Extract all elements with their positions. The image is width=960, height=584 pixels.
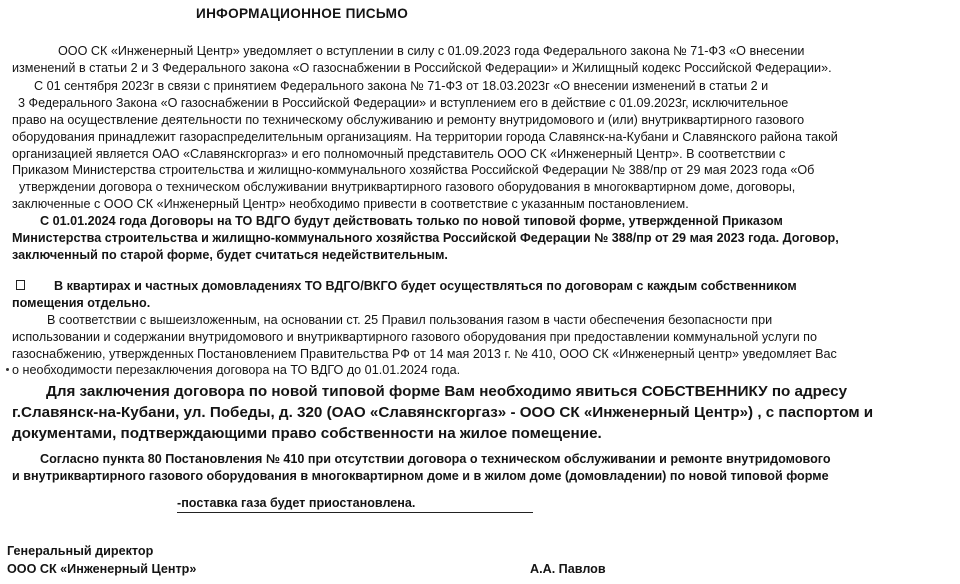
letter-title: ИНФОРМАЦИОННОЕ ПИСЬМО bbox=[196, 6, 409, 21]
text-line: г.Славянск-на-Кубани, ул. Победы, д. 320 (ОАО «Славянскгоргаз» - ООО СК «Инженерный Центр») , с паспортом и bbox=[12, 404, 874, 421]
text-line: С 01 сентября 2023г в связи с принятием Федерального закона № 71-ФЗ от 18.03.2023г «О внесении изменений в статьи 2 и bbox=[34, 79, 769, 93]
signatory-name: А.А. Павлов bbox=[530, 562, 606, 576]
text-line: Для заключения договора по новой типовой форме Вам необходимо явиться СОБСТВЕННИКУ по адресу bbox=[46, 383, 848, 400]
text-line: В соответствии с вышеизложенным, на основании ст. 25 Правил пользования газом в части обеспечения безопасности при bbox=[47, 313, 773, 327]
text-line: Согласно пункта 80 Постановления № 410 при отсутствии договора о техническом обслуживании и ремонте внутридомового bbox=[40, 452, 831, 466]
signatory-company: ООО СК «Инженерный Центр» bbox=[7, 562, 197, 576]
text-line: документами, подтверждающими право собственности на жилое помещение. bbox=[12, 425, 602, 442]
text-line: заключенный по старой форме, будет считаться недействительным. bbox=[12, 248, 448, 262]
signatory-position: Генеральный директор bbox=[7, 544, 154, 558]
text-line: ООО СК «Инженерный Центр» уведомляет о вступлении в силу с 01.09.2023 года Федерального закона № 71-ФЗ «О внесении bbox=[58, 44, 805, 58]
text-line: использовании и содержании внутридомового и внутриквартирного газового оборудования при предоставлении коммунальной услуги по bbox=[12, 330, 817, 344]
checkbox-bullet-icon bbox=[16, 280, 25, 290]
text-line: заключенные с ООО СК «Инженерный Центр» необходимо привести в соответствие с указанным постановлением. bbox=[12, 197, 689, 211]
text-line: С 01.01.2024 года Договоры на ТО ВДГО будут действовать только по новой типовой форме, утвержденной Приказом bbox=[40, 214, 783, 228]
text-line: В квартирах и частных домовладениях ТО ВДГО/ВКГО будет осуществляться по договорам с каждым собственником bbox=[54, 279, 797, 293]
text-line: газоснабжению, утвержденных Постановлением Правительства РФ от 14 мая 2013 г. № 410, ООО СК «Инженерный центр» уведомляет Вас bbox=[12, 347, 837, 361]
scan-speck bbox=[6, 368, 9, 371]
text-line: утверждении договора о техническом обслуживании внутриквартирного газового оборудования в многоквартирном доме, договоры, bbox=[19, 180, 796, 194]
text-line: и внутриквартирного газового оборудования в многоквартирном доме и в жилом доме (домовладении) по новой типовой форме bbox=[12, 469, 829, 483]
text-line: помещения отдельно. bbox=[12, 296, 151, 310]
underline-rule bbox=[177, 512, 533, 513]
text-line: Министерства строительства и жилищно-коммунального хозяйства Российской Федерации № 388/пр от 29 мая 2023 года. Договор, bbox=[12, 231, 839, 245]
text-line: оборудования принадлежит газораспределительным организациям. На территории города Славянск-на-Кубани и Славянского района такой bbox=[12, 130, 838, 144]
text-line: -поставка газа будет приостановлена. bbox=[177, 496, 416, 510]
text-line: о необходимости перезаключения договора на ТО ВДГО до 01.01.2024 года. bbox=[12, 363, 461, 377]
text-line: Приказом Министерства строительства и жилищно-коммунального хозяйства Российской Федерации № 388/пр от 29 мая 2023 года «Об bbox=[12, 163, 815, 177]
text-line: 3 Федерального Закона «О газоснабжении в Российской Федерации» и вступлением его в действие с 01.09.2023г, исключительное bbox=[18, 96, 789, 110]
text-line: право на осуществление деятельности по техническому обслуживанию и ремонту внутридомового и (или) внутриквартирного газового bbox=[12, 113, 805, 127]
text-line: изменений в статьи 2 и 3 Федерального закона «О газоснабжении в Российской Федерации» и Жилищный кодекс Российской Федерации». bbox=[12, 61, 832, 75]
text-line: организацией является ОАО «Славянскгоргаз» и его полномочный представитель ООО СК «Инженерный Центр». В соответствии с bbox=[12, 147, 786, 161]
